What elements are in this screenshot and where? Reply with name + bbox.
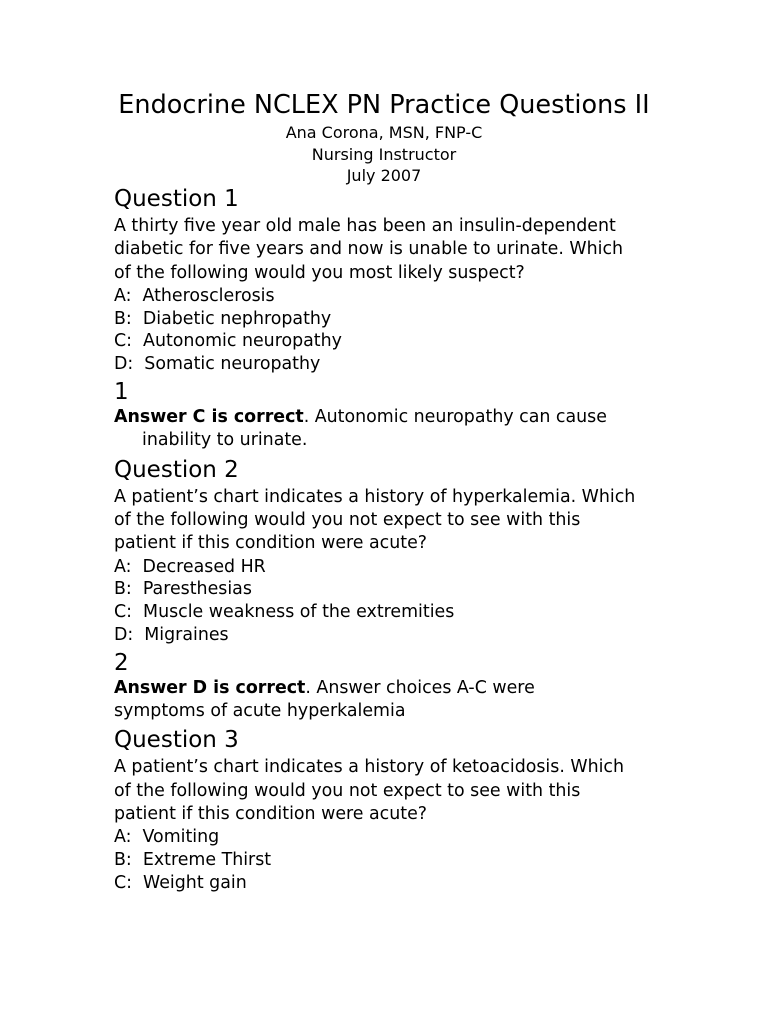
question-text: A patient’s chart indicates a history of ketoacidosis. Which of the following would you not expect to see with this patient if this condition were acute? xyxy=(114,757,625,824)
question-text: A thirty five year old male has been an insulin-dependent diabetic for five years and now is unable to urinate. Which of the following would you most likely suspect? xyxy=(114,216,624,283)
answer-label: Answer C is correct xyxy=(114,407,304,428)
answer-label: Answer D is correct xyxy=(114,677,306,698)
answer-choice: B: Paresthesias xyxy=(114,579,252,600)
answer-choice: D: Somatic neuropathy xyxy=(114,354,321,375)
question-2 xyxy=(114,455,754,724)
answer-number: 1 xyxy=(114,379,129,406)
answer-explanation xyxy=(114,406,754,453)
author-role: Nursing Instructor xyxy=(311,144,457,164)
question-text: A patient’s chart indicates a history of hyperkalemia. Which of the following would you not expect to see with this patient if this condition were acute? xyxy=(114,486,636,554)
document-date: July 2007 xyxy=(346,166,422,185)
questions-content xyxy=(114,184,754,895)
answer-explanation xyxy=(114,677,584,724)
answer-choice: D: Migraines xyxy=(114,624,229,645)
question-1 xyxy=(114,184,754,453)
question-heading: Question 1 xyxy=(114,186,239,212)
question-heading: Question 2 xyxy=(114,456,239,483)
answer-choice: C: Autonomic neuropathy xyxy=(114,331,342,352)
answer-choice: A: Atherosclerosis xyxy=(114,285,275,306)
answer-number: 2 xyxy=(114,649,129,676)
author-name: Ana Corona, MSN, FNP-C xyxy=(285,123,483,142)
answer-text: . Answer choices A-C were symptoms of acute hyperkalemia xyxy=(114,677,535,722)
question-heading: Question 3 xyxy=(114,727,239,754)
answer-choice: A: Vomiting xyxy=(114,827,220,848)
question-3 xyxy=(114,725,754,894)
answer-choice: A: Decreased HR xyxy=(114,556,266,577)
answer-text-continued: inability to urinate. xyxy=(142,430,308,451)
document-title: Endocrine NCLEX PN Practice Questions II xyxy=(118,90,650,120)
answer-choice: C: Weight gain xyxy=(114,872,247,893)
answer-choice: B: Extreme Thirst xyxy=(114,850,272,871)
answer-choice: C: Muscle weakness of the extremities xyxy=(114,602,455,623)
answer-choice: B: Diabetic nephropathy xyxy=(114,308,332,329)
answer-text: . Autonomic neuropathy can cause xyxy=(303,407,607,428)
